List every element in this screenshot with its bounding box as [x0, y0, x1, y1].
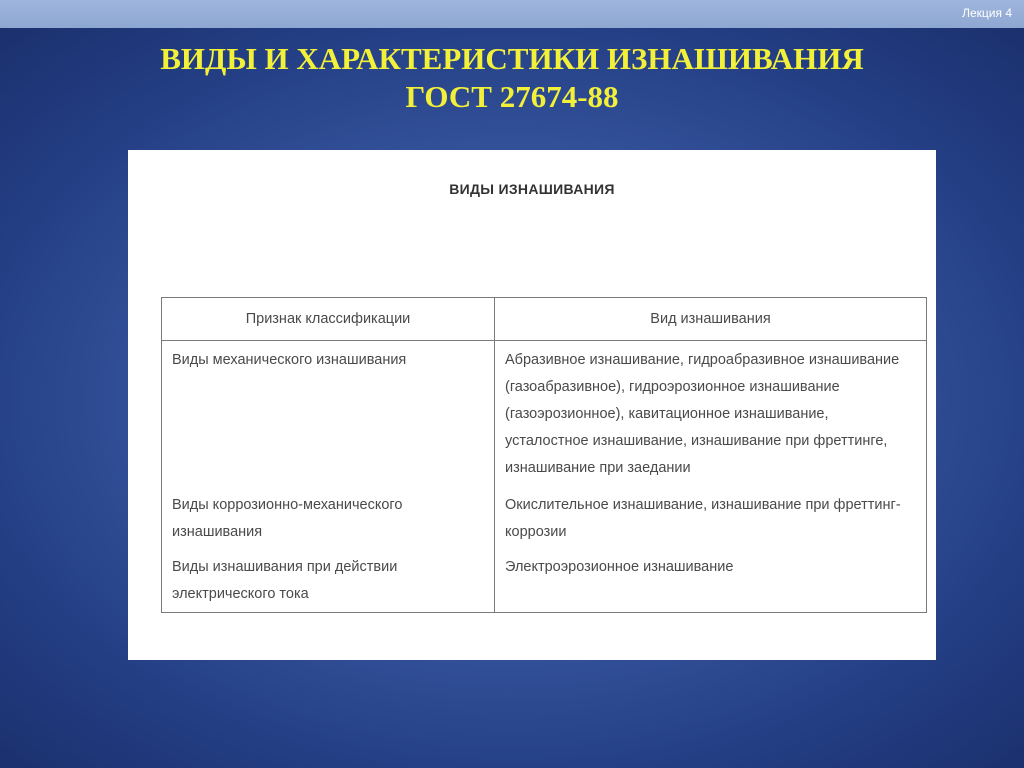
- top-bar: [0, 0, 1024, 28]
- wear-types-table: [161, 297, 927, 613]
- content-panel: [128, 150, 936, 660]
- column-header-criterion: Признак классификации: [162, 298, 495, 341]
- slide-title: [0, 40, 1024, 116]
- slide-title-line-2: ГОСТ 27674-88: [405, 79, 619, 114]
- criterion-cell: Виды механического изнашивания: [162, 341, 495, 493]
- table-header-row: [162, 298, 927, 341]
- wear-type-cell: Абразивное изнашивание, гидроабразивное изнашивание (газоабразивное), гидроэрозионное изнашивание (газоэрозионное), кавитационное изнашивание, усталостное изнашивание, изнашивание при фреттинге, изнашивание при заедании: [495, 341, 927, 493]
- slide-title-line-1: ВИДЫ И ХАРАКТЕРИСТИКИ ИЗНАШИВАНИЯ: [160, 41, 864, 76]
- slide-tag: Лекция 4: [962, 6, 1012, 20]
- wear-type-cell: Окислительное изнашивание, изнашивание при фреттинг-коррозии: [495, 492, 927, 554]
- table-row: [162, 341, 927, 493]
- criterion-cell: Виды изнашивания при действии электрического тока: [162, 554, 495, 613]
- column-header-wear-type: Вид изнашивания: [495, 298, 927, 341]
- table-row: [162, 554, 927, 613]
- table-row: [162, 492, 927, 554]
- wear-type-cell: Электроэрозионное изнашивание: [495, 554, 927, 613]
- panel-heading: ВИДЫ ИЗНАШИВАНИЯ: [449, 181, 615, 197]
- criterion-cell: Виды коррозионно-механического изнашивания: [162, 492, 495, 554]
